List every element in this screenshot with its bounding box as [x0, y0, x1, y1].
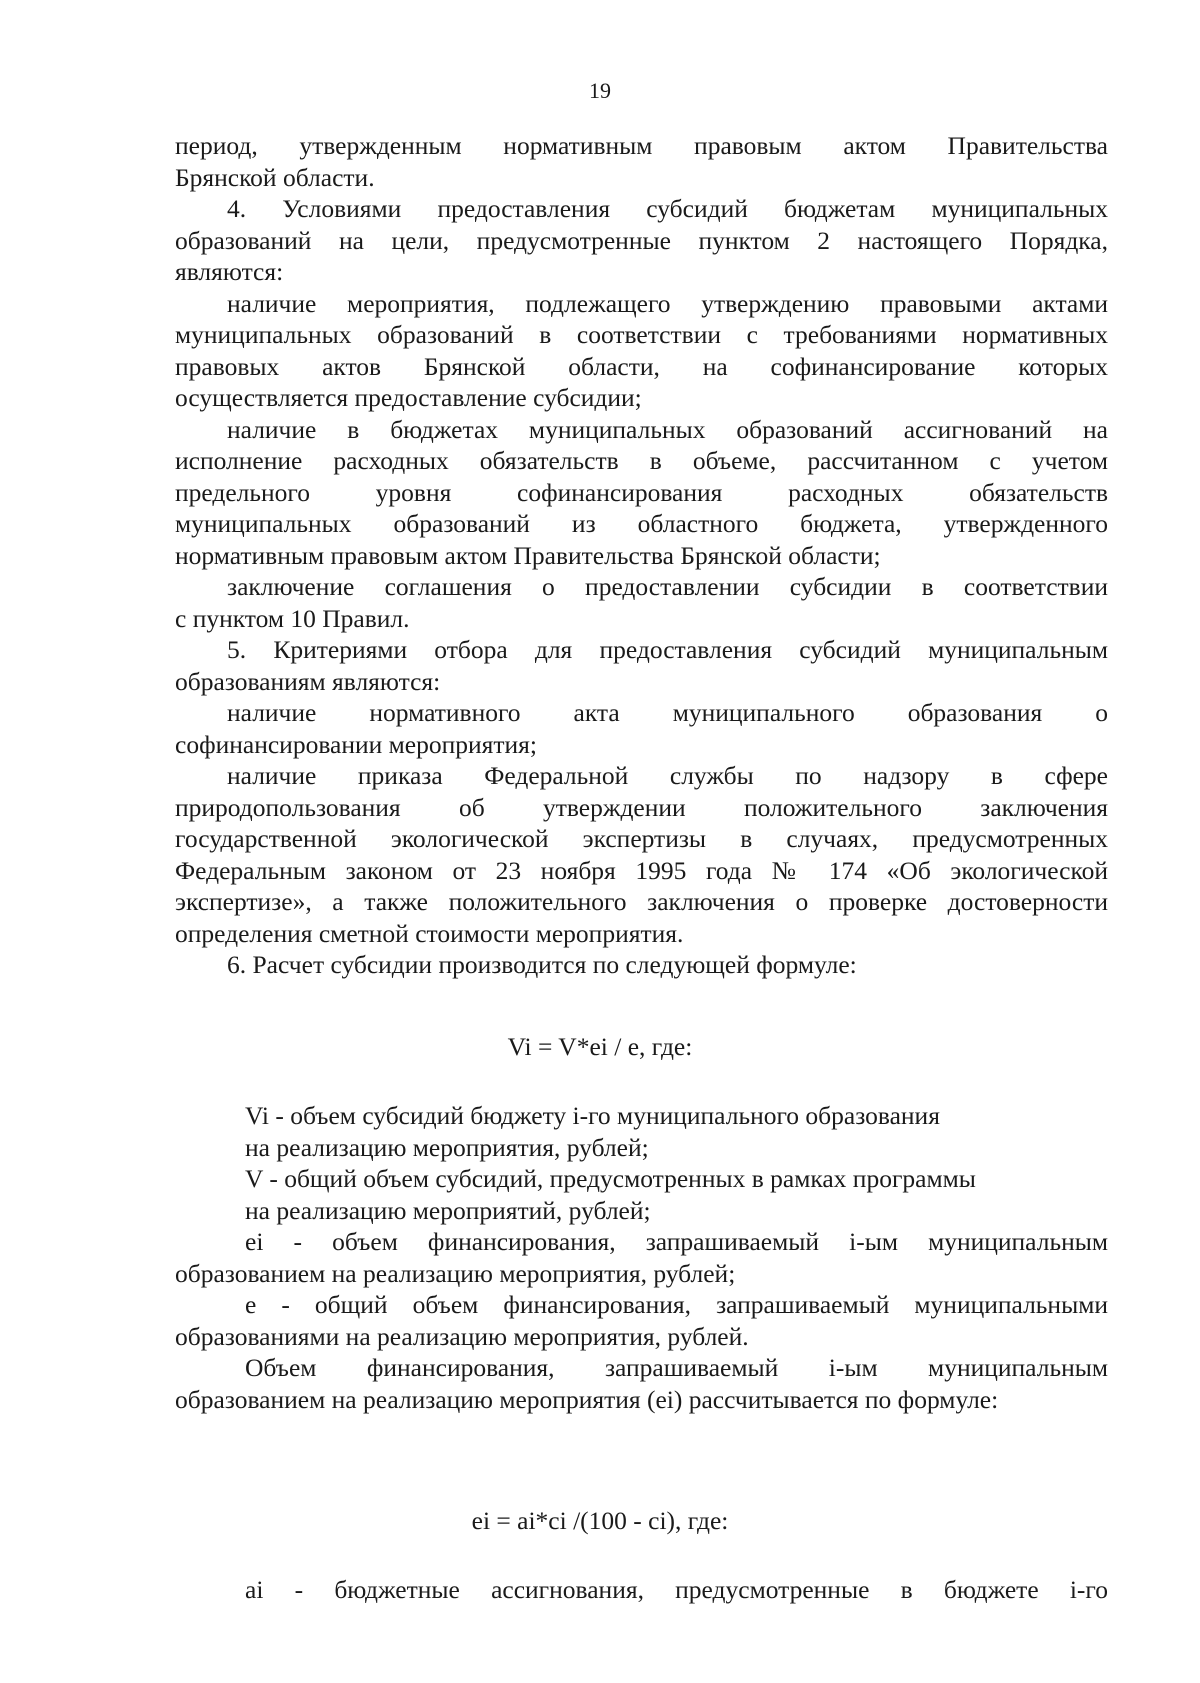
- definition-line: Vi - объем субсидий бюджету i-го муниципального образования: [245, 1101, 940, 1130]
- text-line: 4. Условиями предоставления субсидий бюджетам муниципальных: [227, 194, 1108, 223]
- definition-line: V - общий объем субсидий, предусмотренных в рамках программы: [245, 1164, 976, 1193]
- text-line: наличие мероприятия, подлежащего утверждению правовыми актами: [227, 288, 1108, 318]
- text-line: предельного уровня софинансирования расходных обязательств: [175, 477, 1108, 507]
- text-line: Федеральным законом от 23 ноября 1995 года № 174 «Об экологической: [175, 855, 1108, 885]
- text-line: ai - бюджетные ассигнования, предусмотренные в бюджете i-го: [245, 1575, 1108, 1604]
- text-line: наличие приказа Федеральной службы по надзору в сфере: [227, 761, 1108, 790]
- formula-financing: ei = ai*ci /(100 - ci), где:: [471, 1506, 729, 1535]
- text-line: период, утвержденным нормативным правовым актом Правительства: [175, 131, 1108, 160]
- text-line: наличие нормативного акта муниципального образования о: [227, 698, 1108, 727]
- definition-line: образованием на реализацию мероприятия (ei) рассчитывается по формуле:: [175, 1384, 999, 1414]
- definition-line: на реализацию мероприятия, рублей;: [245, 1132, 649, 1162]
- text-line: муниципальных образований из областного бюджета, утвержденного: [175, 509, 1108, 538]
- text-line: 5. Критериями отбора для предоставления субсидий муниципальным: [227, 635, 1108, 664]
- formula-definitions: [175, 1100, 1108, 1415]
- definition-line: ei - объем финансирования, запрашиваемый i-ым муниципальным: [245, 1227, 1108, 1256]
- text-line: с пунктом 10 Правил.: [175, 603, 410, 633]
- body-text-continued: [175, 1574, 1108, 1606]
- text-line: нормативным правовым актом Правительства Брянской области;: [175, 540, 881, 570]
- definition-line: на реализацию мероприятий, рублей;: [245, 1195, 651, 1225]
- text-line: экспертизе», а также положительного заключения о проверке достоверности: [175, 887, 1108, 916]
- text-line: государственной экологической экспертизы в случаях, предусмотренных: [175, 824, 1108, 853]
- text-line: заключение соглашения о предоставлении субсидии в соответствии: [227, 572, 1108, 601]
- text-line: образованиям являются:: [175, 666, 441, 696]
- text-line: муниципальных образований в соответствии с требованиями нормативных: [175, 320, 1108, 349]
- text-line: софинансировании мероприятия;: [175, 729, 537, 759]
- page-number: 19: [589, 78, 611, 103]
- text-line: исполнение расходных обязательств в объеме, рассчитанном с учетом: [175, 446, 1108, 475]
- text-line: природопользования об утверждении положительного заключения: [175, 792, 1108, 822]
- formula-subsidy: Vi = V*ei / e, где:: [507, 1032, 693, 1061]
- text-line: образований на цели, предусмотренные пунктом 2 настоящего Порядка,: [175, 225, 1108, 255]
- text-line: осуществляется предоставление субсидии;: [175, 383, 642, 412]
- text-line: являются:: [175, 257, 284, 286]
- text-line: Брянской области.: [175, 162, 375, 192]
- text-line: определения сметной стоимости мероприятия.: [175, 918, 684, 948]
- definition-line: образованиями на реализацию мероприятия, рублей.: [175, 1321, 749, 1351]
- text-line: правовых актов Брянской области, на софинансирование которых: [175, 351, 1108, 381]
- definition-line: образованием на реализацию мероприятия, рублей;: [175, 1258, 736, 1288]
- body-text: [175, 130, 1108, 981]
- definition-line: e - общий объем финансирования, запрашиваемый муниципальными: [245, 1290, 1108, 1319]
- text-line: наличие в бюджетах муниципальных образований ассигнований на: [227, 414, 1108, 444]
- text-line: 6. Расчет субсидии производится по следующей формуле:: [227, 950, 857, 979]
- definition-line: Объем финансирования, запрашиваемый i-ым муниципальным: [245, 1353, 1108, 1382]
